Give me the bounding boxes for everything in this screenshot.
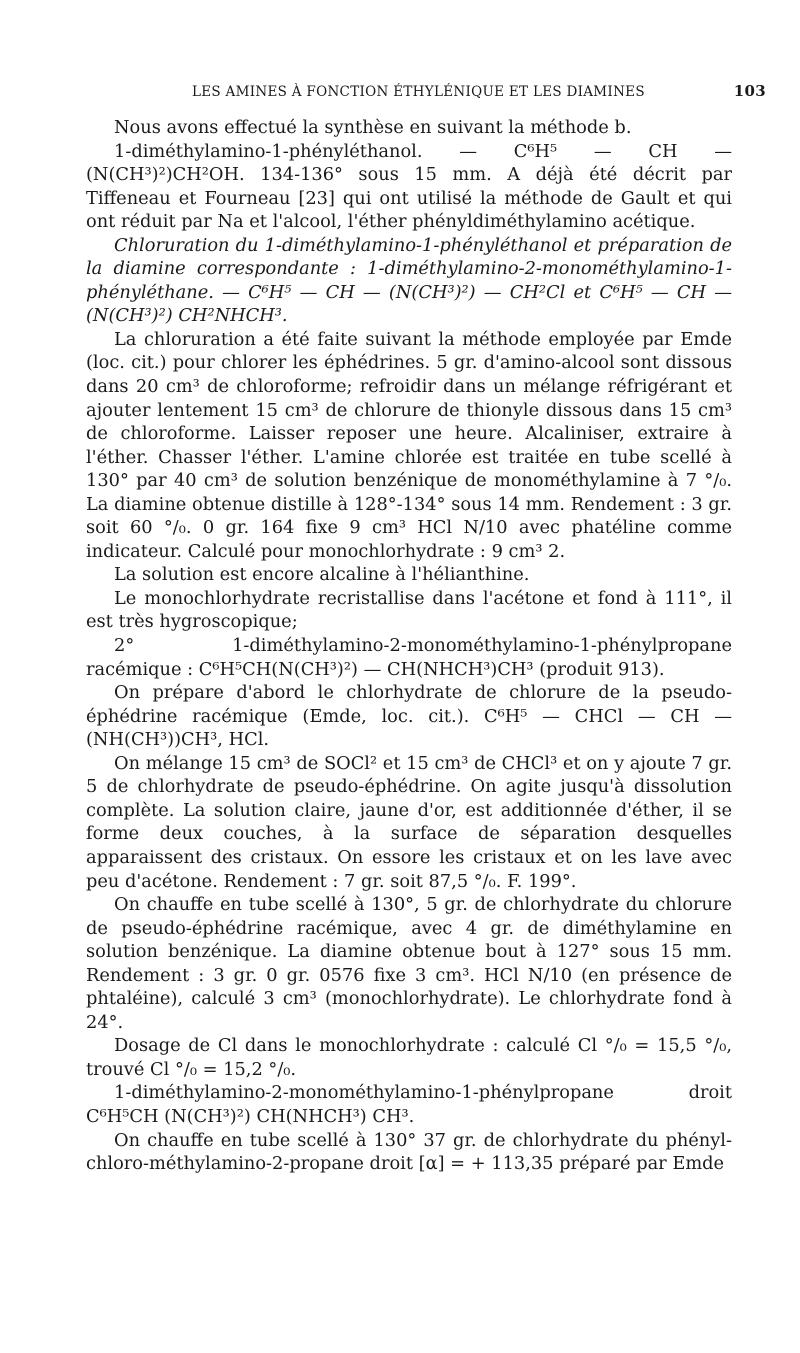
running-title: LES AMINES À FONCTION ÉTHYLÉNIQUE ET LES DIAMINES: [192, 84, 645, 100]
paragraph: On mélange 15 cm³ de SOCl² et 15 cm³ de CHCl³ et on y ajoute 7 gr. 5 de chlorhydrate de pseudo-éphédrine. On agite jusqu'à dissolution complète. La solution claire, jaune d'or, est additionnée d'éther, il se forme deux couches, à la surface de séparation desquelles apparaissent des cristaux. On essore les cristaux et on les lave avec peu d'acétone. Rendement : 7 gr. soit 87,5 °/₀. F. 199°.: [86, 752, 732, 892]
paragraph: On chauffe en tube scellé à 130° 37 gr. de chlorhydrate du phényl-chloro-méthylamino-2-propane droit [α] = + 113,35 préparé par Emde: [86, 1129, 732, 1175]
body-text: [86, 116, 732, 1176]
page-number: 103: [733, 82, 766, 100]
paragraph: Chloruration du 1-diméthylamino-1-phényléthanol et préparation de la diamine correspondante : 1-diméthylamino-2-monométhylamino-1-phényléthane. — C⁶H⁵ — CH — (N(CH³)²) — CH²Cl et C⁶H⁵ — CH — (N(CH³)²) CH²NHCH³.: [86, 234, 732, 327]
running-header: [96, 80, 766, 104]
paragraph: 2° 1-diméthylamino-2-monométhylamino-1-phénylpropane racémique : C⁶H⁵CH(N(CH³)²) — CH(NHCH³)CH³ (produit 913).: [86, 635, 732, 680]
paragraph: La solution est encore alcaline à l'hélianthine.: [114, 564, 530, 586]
paragraph: Nous avons effectué la synthèse en suivant la méthode b.: [114, 117, 632, 138]
paragraph: On chauffe en tube scellé à 130°, 5 gr. de chlorhydrate du chlorure de pseudo-éphédrine racémique, avec 4 gr. de diméthylamine en solution benzénique. La diamine obtenue bout à 127° sous 15 mm. Rendement : 3 gr. 0 gr. 0576 fixe 3 cm³. HCl N/10 (en présence de phtaléine), calculé 3 cm³ (monochlorhydrate). Le chlorhydrate fond à 24°.: [86, 894, 732, 1033]
paragraph: Dosage de Cl dans le monochlorhydrate : calculé Cl °/₀ = 15,5 °/₀, trouvé Cl °/₀ = 15,2 °/₀.: [86, 1035, 732, 1080]
paragraph: Le monochlorhydrate recristallise dans l'acétone et fond à 111°, il est très hygroscopique;: [86, 587, 732, 633]
paragraph: 1-diméthylamino-2-monométhylamino-1-phénylpropane droit C⁶H⁵CH (N(CH³)²) CH(NHCH³) CH³.: [86, 1082, 732, 1127]
paragraph: On prépare d'abord le chlorhydrate de chlorure de la pseudo-éphédrine racémique (Emde, loc. cit.). C⁶H⁵ — CHCl — CH — (NH(CH³))CH³, HCl.: [86, 682, 732, 751]
paragraph: 1-diméthylamino-1-phényléthanol. — C⁶H⁵ — CH — (N(CH³)²)CH²OH. 134-136° sous 15 mm. A déjà été décrit par Tiffeneau et Fourneau [23] qui ont utilisé la méthode de Gault et qui ont réduit par Na et l'alcool, l'éther phényldiméthylamino acétique.: [86, 140, 732, 233]
paragraph: La chloruration a été faite suivant la méthode employée par Emde (loc. cit.) pour chlorer les éphédrines. 5 gr. d'amino-alcool sont dissous dans 20 cm³ de chloroforme; refroidir dans un mélange réfrigérant et ajouter lentement 15 cm³ de chlorure de thionyle dissous dans 15 cm³ de chloroforme. Laisser reposer une heure. Alcaliniser, extraire à l'éther. Chasser l'éther. L'amine chlorée est traitée en tube scellé à 130° par 40 cm³ de solution benzénique de monométhylamine à 7 °/₀. La diamine obtenue distille à 128°-134° sous 14 mm. Rendement : 3 gr. soit 60 °/₀. 0 gr. 164 fixe 9 cm³ HCl N/10 avec phatéline comme indicateur. Calculé pour monochlorhydrate : 9 cm³ 2.: [86, 328, 732, 562]
